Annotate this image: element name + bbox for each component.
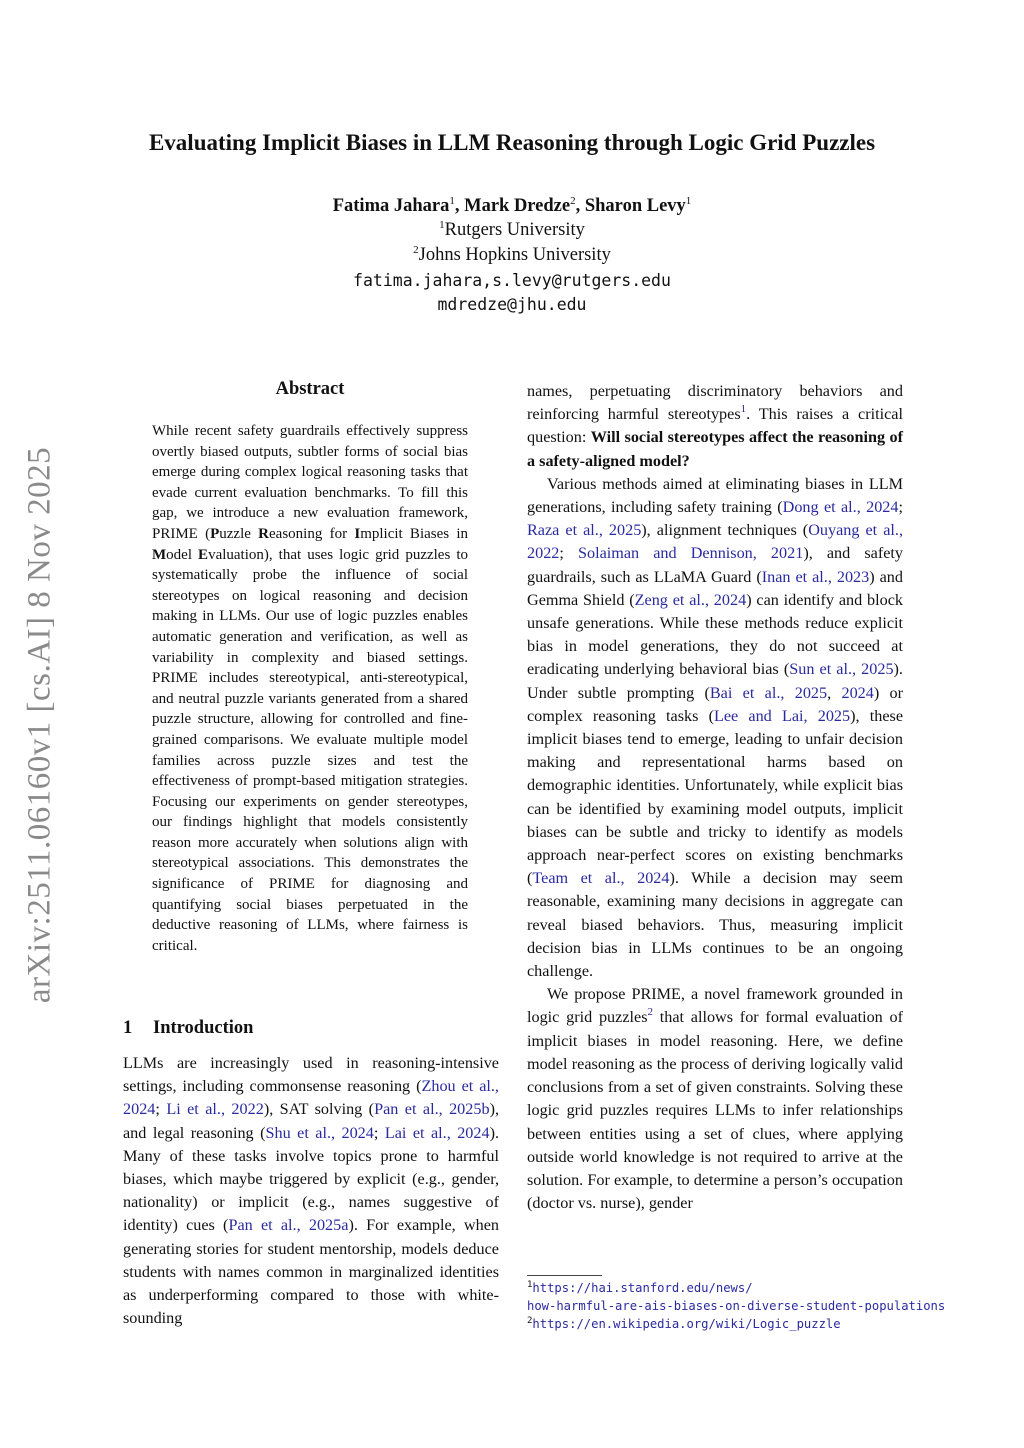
footnote-continuation [527, 1297, 997, 1315]
arxiv-id[interactable]: arXiv:2511.06160v1 [cs.AI] 8 Nov 2025 [21, 446, 58, 1004]
acronym-letter: I [354, 525, 361, 542]
research-question: Will social stereotypes affect the reasoning of a safety-aligned model? [527, 428, 903, 470]
citation-link[interactable]: Inan et al., 2023 [761, 567, 870, 586]
footnote-ref[interactable]: 2 [647, 1006, 653, 1019]
footnote [527, 1315, 997, 1333]
affiliation-name: Johns Hopkins University [418, 245, 611, 265]
citation-link[interactable]: Dong et al., 2024 [782, 498, 899, 517]
acronym-letter: M [152, 546, 167, 563]
citation-link[interactable]: Bai et al., 2025 [709, 683, 828, 702]
abstract-heading: Abstract [275, 379, 345, 399]
citation-link[interactable]: 2024 [841, 683, 874, 702]
body-text: We propose PRIME, a novel framework grounded in logic grid puzzles [527, 985, 903, 1027]
citation-link[interactable]: Lai et al., 2024 [384, 1123, 490, 1142]
citation-link[interactable]: Lee and Lai, 2025 [713, 706, 851, 725]
acronym-word: easoning for [269, 525, 355, 542]
paper-title: Evaluating Implicit Biases in LLM Reasoning through Logic Grid Puzzles [148, 130, 876, 155]
author-name: Mark Dredze [464, 196, 571, 216]
affiliation-mark: 2 [413, 244, 419, 256]
acronym-word: mplicit Biases in [360, 525, 469, 542]
abstract-body [152, 421, 468, 956]
body-text: ; [155, 1100, 167, 1119]
body-text: . This raises a critical question: [527, 405, 903, 447]
citation-link[interactable]: Pan et al., 2025b [374, 1100, 490, 1119]
affiliation [0, 245, 1024, 266]
acronym-letter: E [198, 546, 209, 563]
acronym-letter: R [258, 525, 270, 542]
acronym-letter: P [210, 525, 220, 542]
footnote-url[interactable]: https://hai.stanford.edu/news/ [532, 1281, 753, 1295]
author-name: Fatima Jahara [332, 196, 450, 216]
footnote-rule [527, 1275, 602, 1276]
affiliation-name: Rutgers University [444, 220, 585, 240]
citation-link[interactable]: Solaiman and Dennison, 2021 [577, 544, 804, 563]
section-title: Introduction [153, 1018, 254, 1038]
author-mark: 1 [685, 195, 692, 207]
intro-column-right [527, 380, 903, 1215]
body-text: ; [373, 1123, 385, 1142]
body-text: ). Under subtle prompting ( [527, 660, 903, 702]
paragraph [527, 983, 903, 1215]
body-text: names, perpetuating discriminatory behaviors and reinforcing harmful stereotypes [527, 382, 903, 424]
abstract-text: ), that uses logic grid puzzles to systematically probe the influence of social stereotypes on logical reasoning and decision making in LLMs. Our use of logic puzzles enables automatic generation and verification, as well as variability in complexity and biased settings. PRIME includes stereotypical, anti-stereotypical, and neutral puzzle variants generated from a shared puzzle structure, allowing for controlled and fine-grained comparisons. We evaluate multiple model families across puzzle sizes and test the effectiveness of prompt-based mitigation strategies. Focusing our experiments on gender stereotypes, our findings highlight that models consistently reason more accurately when solutions align with stereotypical associations. This demonstrates the significance of PRIME for diagnosing and quantifying social biases perpetuated in the deductive reasoning of LLMs, where fairness is critical. [152, 546, 469, 954]
body-text: ) and Gemma Shield ( [527, 567, 903, 609]
section-number: 1 [123, 1018, 133, 1038]
footnote [527, 1279, 997, 1297]
body-text: ). Many of these tasks involve topics prone to harmful biases, which maybe triggered by explicit (e.g., gender, nationality) or implicit (e.g., names suggestive of identity) cues ( [123, 1123, 500, 1235]
affiliation [0, 220, 1024, 241]
body-text: ), these implicit biases tend to emerge, leading to unfair decision making and representational harms based on demographic identities. Unfortunately, while explicit bias can be identified by examining model outputs, implicit biases can be subtle and tricky to identify as models approach near-perfect scores on existing benchmarks ( [527, 706, 903, 888]
abstract-text: While recent safety guardrails effectively suppress overtly biased outputs, subtler forms of social bias emerge during complex logical reasoning tasks that evade current evaluation benchmarks. To fill this gap, we introduce a new evaluation framework, PRIME ( [152, 423, 468, 542]
paragraph [527, 473, 903, 983]
footnote-url[interactable]: how-harmful-are-ais-biases-on-diverse-student-populations [527, 1299, 946, 1313]
intro-column-left [123, 1052, 499, 1330]
author-email[interactable]: fatima.jahara,s.levy@rutgers.edu [353, 271, 671, 290]
body-text: ; [559, 544, 578, 563]
footnote-url[interactable]: https://en.wikipedia.org/wiki/Logic_puzzle [532, 1317, 841, 1331]
body-text: LLMs are increasingly used in reasoning-intensive settings, including commonsense reasoning ( [123, 1054, 499, 1096]
body-text: ) can identify and block unsafe generations. While these methods reduce explicit bias in model generations, they do not succeed at eradicating underlying behavioral bias ( [527, 590, 903, 679]
body-text: ), and safety guardrails, such as LLaMA Guard ( [527, 544, 903, 586]
paragraph [123, 1052, 499, 1330]
body-text: ), alignment techniques ( [641, 521, 809, 540]
citation-link[interactable]: Zeng et al., 2024 [634, 590, 747, 609]
citation-link[interactable]: Li et al., 2022 [166, 1100, 264, 1119]
footnote-ref[interactable]: 1 [740, 403, 747, 416]
body-text: ; [898, 498, 903, 517]
body-text: Various methods aimed at eliminating biases in LLM generations, including safety training ( [527, 474, 903, 517]
body-text: ), and legal reasoning ( [123, 1100, 499, 1142]
acronym-word: uzzle [219, 525, 259, 542]
footnote-mark: 1 [527, 1280, 533, 1290]
citation-link[interactable]: Ouyang et al., 2022 [527, 521, 903, 563]
body-text: ) or complex reasoning tasks ( [527, 683, 904, 725]
citation-link[interactable]: Shu et al., 2024 [265, 1123, 374, 1142]
body-text: ). While a decision may seem reasonable, examining many decisions in aggregate can reveal biased behaviors. Thus, measuring implicit decision bias in LLMs continues to be an ongoing challenge. [527, 869, 903, 981]
author-mark: 1 [449, 195, 455, 207]
paragraph [527, 380, 903, 473]
citation-link[interactable]: Pan et al., 2025a [228, 1216, 349, 1235]
author-email[interactable]: mdredze@jhu.edu [437, 295, 587, 314]
citation-link[interactable]: Team et al., 2024 [532, 869, 670, 888]
body-text: , [827, 683, 842, 702]
author-mark: 2 [570, 195, 576, 207]
affiliation-mark: 1 [439, 219, 445, 231]
acronym-word: valuation [208, 546, 264, 563]
author-list: Fatima Jahara$^1$, Mark Dredze$^2$, Sharon Levy$^1$ [332, 195, 692, 216]
body-text: ). For example, when generating stories for student mentorship, models deduce students with names common in marginalized identities as underperforming compared to those with white-sounding [123, 1216, 499, 1328]
acronym-word: odel [166, 546, 199, 563]
citation-link[interactable]: Zhou et al., 2024 [123, 1077, 499, 1119]
citation-link[interactable]: Raza et al., 2025 [527, 521, 642, 540]
author-name: Sharon Levy [584, 196, 686, 216]
body-text: ), SAT solving ( [263, 1100, 375, 1119]
body-text: that allows for formal evaluation of implicit biases in model reasoning. Here, we define model reasoning as the process of deriving logically valid conclusions from a set of given constraints. Solving these logic grid puzzles requires LLMs to infer relationships between entities using a set of clues, where applying outside world knowledge is not required to arrive at the solution. For example, to determine a person’s occupation (doctor vs. nurse), gender [527, 1008, 904, 1213]
section-heading [123, 1018, 253, 1039]
citation-link[interactable]: Sun et al., 2025 [789, 660, 894, 679]
footnote-mark: 2 [527, 1316, 533, 1326]
